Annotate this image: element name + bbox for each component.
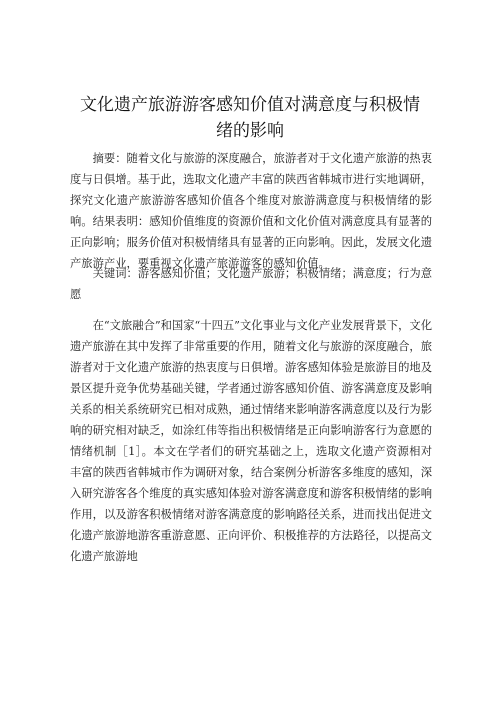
- paper-title-line-1: 文化遗产旅游游客感知价值对满意度与积极情: [80, 95, 420, 115]
- abstract-paragraph: 摘要：随着文化与旅游的深度融合，旅游者对于文化遗产旅游的热衷度与日俱增。基于此，选取文化遗产丰富的陕西省韩城市进行实地调研，探究文化遗产旅游游客感知价值各个维度对旅游满意度与积极情绪的影响。结果表明：感知价值维度的资源价值和文化价值对满意度具有显著的正向影响；服务价值对积极情绪具有显著的正向影响。因此，发展文化遗产旅游产业，要重视文化遗产旅游游客的感知价值。: [70, 152, 432, 270]
- introduction-paragraph: 在“文旅融合”和国家“十四五”文化事业与文化产业发展背景下，文化遗产旅游在其中发挥了非常重要的作用，随着文化与旅游的深度融合，旅游者对于文化遗产旅游的热衷度与日俱增。游客感知体验是旅游目的地及景区提升竞争优势基础关键，学者通过游客感知价值、游客满意度及影响关系的相关系统研究已相对成熟，通过情绪来影响游客满意度以及行为影响的研究相对缺乏，如涂红伟等指出积极情绪是正向影响游客行为意愿的情绪机制［1］。本文在学者们的研究基础之上，选取文化遗产资源相对丰富的陕西省韩城市作为调研对象，结合案例分析游客多维度的感知，深入研究游客各个维度的真实感知体验对游客满意度和游客积极情绪的影响作用，以及游客积极情绪对游客满意度的影响路径关系，进而找出促进文化遗产旅游地游客重游意愿、正向评价、积极推荐的方法路径，以提高文化遗产旅游地: [70, 319, 433, 563]
- paper-title: [60, 92, 440, 144]
- paper-title-line-2: 绪的影响: [216, 121, 284, 141]
- keywords-paragraph: 关键词：游客感知价值；文化遗产旅游；积极情绪；满意度；行为意愿: [70, 267, 432, 301]
